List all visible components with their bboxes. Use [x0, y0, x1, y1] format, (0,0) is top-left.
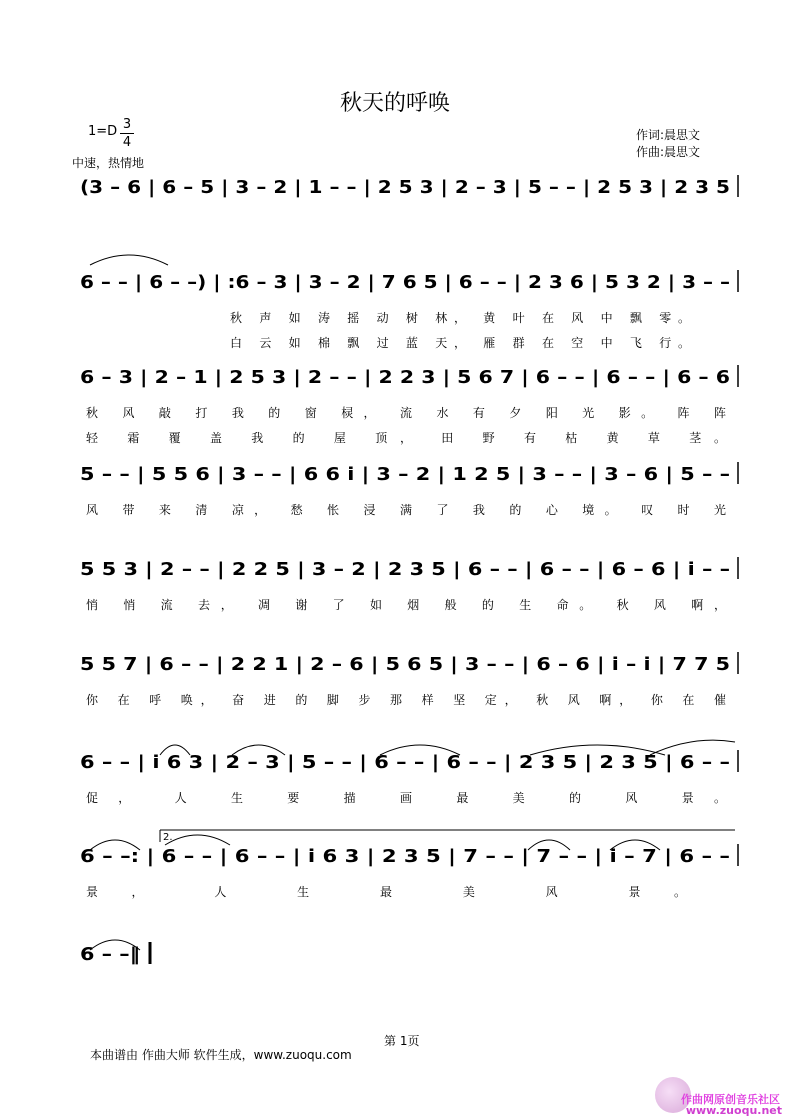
notation-row: 5 – – | 5 5 6 | 3 – – | 6 6 i | 3 – 2 | 1 2 5 | 3 – – | 3 – 6 | 5 – –: [80, 464, 730, 485]
lyric-line: 秋 风 敲 打 我 的 窗 棂， 流 水 有 夕 阳 光 影。 阵 阵: [86, 406, 726, 420]
lyric-line: 促， 人 生 要 描 画 最 美 的 风 景。: [86, 791, 726, 805]
lyric-line: 悄 悄 流 去， 凋 谢 了 如 烟 般 的 生 命。 秋 风 啊，: [86, 598, 727, 612]
footer-credit: 本曲谱由 作曲大师 软件生成，www.zuoqu.com: [90, 1048, 352, 1062]
notation-row: (3 – 6 | 6 – 5 | 3 – 2 | 1 – – | 2 5 3 | 2 – 3 | 5 – – | 2 5 3 | 2 3 5: [80, 177, 730, 198]
notation-row: 6 – – | i 6 3 | 2 – 3 | 5 – – | 6 – – | 6 – – | 2 3 5 | 2 3 5 | 6 – –: [80, 752, 730, 773]
page-title: 秋天的呼唤: [339, 91, 450, 116]
lyric-line: 景， 人 生 最 美 风 景。: [86, 885, 686, 899]
tempo-marking: 中速，热情地: [72, 156, 145, 170]
time-signature-top: 3: [122, 117, 132, 132]
slur: [165, 835, 230, 845]
lyric-line: 风 带 来 清 凉， 愁 怅 浸 满 了 我 的 心 境。 叹 时 光: [86, 503, 726, 517]
page-number: 第 1页: [384, 1034, 420, 1048]
lyric-line: 秋 声 如 涛 摇 动 树 林， 黄 叶 在 风 中 飘 零。: [230, 311, 690, 325]
lyric-line: 轻 霜 覆 盖 我 的 屋 顶， 田 野 有 枯 黄 草 茎。: [86, 431, 726, 445]
watermark-url: www.zuoqu.net: [685, 1104, 782, 1117]
watermark-title: 作曲网原创音乐社区: [681, 1093, 780, 1106]
composer: 作曲:晨思文: [636, 145, 701, 159]
notation-row: 5 5 3 | 2 – – | 2 2 5 | 3 – 2 | 2 3 5 | 6 – – | 6 – – | 6 – 6 | i – –: [80, 559, 730, 580]
notation-row: 6 – –‖: [80, 944, 140, 965]
volta-label: 2.: [163, 832, 173, 843]
lyric-line: 白 云 如 棉 飘 过 蓝 天， 雁 群 在 空 中 飞 行。: [230, 336, 690, 350]
slur: [90, 255, 168, 265]
lyricist: 作词:晨思文: [636, 128, 701, 142]
notation-row: 6 – –: | 6 – – | 6 – – | i 6 3 | 2 3 5 | 7 – – | 7 – – | i – 7 | 6 – –: [80, 846, 730, 867]
key-signature: 1=D: [88, 124, 118, 139]
time-signature-bottom: 4: [120, 133, 134, 151]
notation-row: 6 – – | 6 – –) | :6 – 3 | 3 – 2 | 7 6 5 | 6 – – | 2 3 6 | 5 3 2 | 3 – –: [80, 272, 730, 293]
notation-row: 6 – 3 | 2 – 1 | 2 5 3 | 2 – – | 2 2 3 | 5 6 7 | 6 – – | 6 – – | 6 – 6: [80, 367, 730, 388]
lyric-line: 你 在 呼 唤， 奋 进 的 脚 步 那 样 坚 定， 秋 风 啊， 你 在 催: [86, 693, 727, 707]
notation-row: 5 5 7 | 6 – – | 2 2 1 | 2 – 6 | 5 6 5 | 3 – – | 6 – 6 | i – i | 7 7 5: [80, 654, 730, 675]
